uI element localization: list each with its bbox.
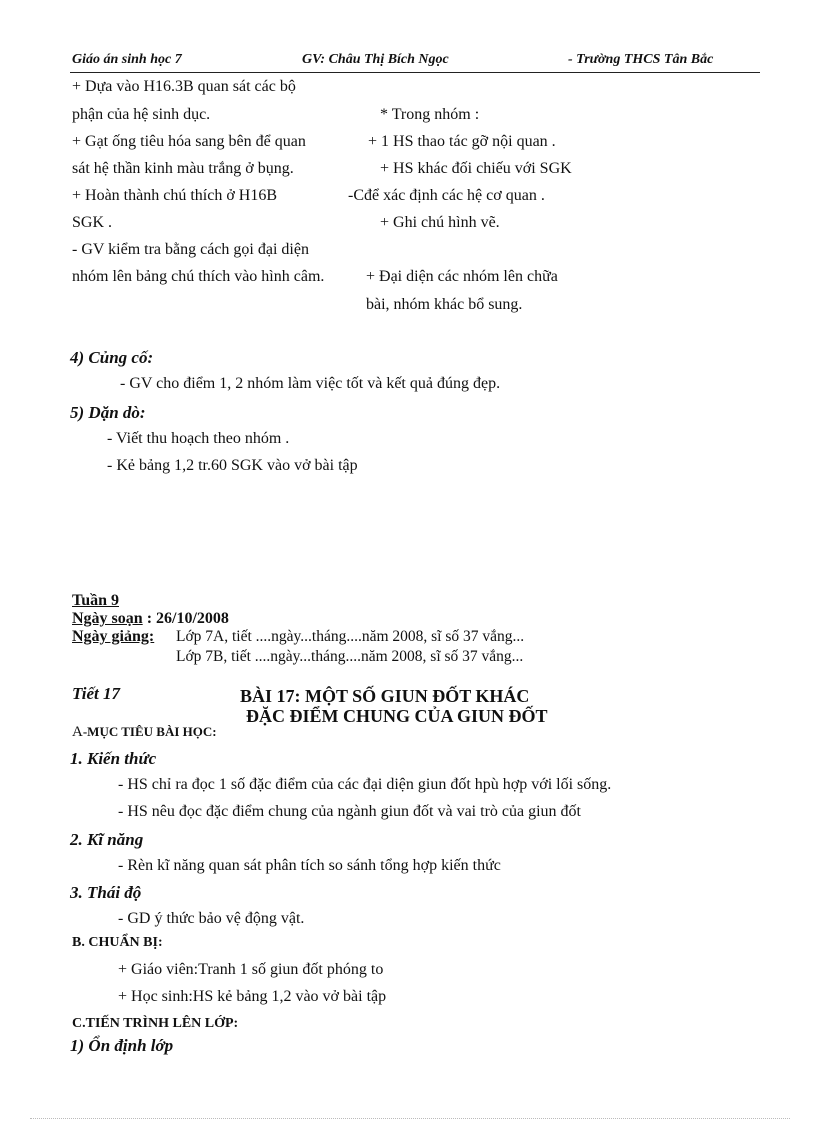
activity-left-line: + Dựa vào H16.3B quan sát các bộ — [72, 78, 296, 95]
activity-right-line: bài, nhóm khác bổ sung. — [366, 296, 523, 313]
activity-right-line: + Ghi chú hình vẽ. — [380, 214, 500, 231]
class-7a-line: Lớp 7A, tiết ....ngày...tháng....năm 2008, sĩ số 37 vắng... — [176, 628, 525, 645]
objectives-heading — [72, 724, 217, 741]
prep-date-row — [72, 610, 229, 628]
objectives-heading-prefix: A — [72, 724, 83, 740]
teach-date-label: Ngày giảng: — [72, 628, 155, 645]
lesson-title-1: BÀI 17: MỘT SỐ GIUN ĐỐT KHÁC — [240, 686, 530, 706]
header-teacher: GV: Châu Thị Bích Ngọc — [302, 52, 449, 67]
page-bottom-border — [30, 1118, 790, 1119]
class-7b-line: Lớp 7B, tiết ....ngày...tháng....năm 2008, sĩ số 37 vắng... — [176, 648, 524, 665]
prep-date-label: Ngày soạn — [72, 610, 143, 627]
lesson-title-2: ĐẶC ĐIỂM CHUNG CỦA GIUN ĐỐT — [246, 706, 548, 726]
preparation-heading: B. CHUẨN BỊ: — [72, 935, 163, 950]
section-5-item: - Viết thu hoạch theo nhóm . — [107, 430, 290, 447]
activity-left-line: - GV kiểm tra bằng cách gọi đại diện — [72, 241, 309, 258]
attitude-item: - GD ý thức bảo vệ động vật. — [118, 910, 305, 927]
knowledge-item: - HS nêu đọc đặc điểm chung của ngành giun đốt và vai trò của giun đốt — [118, 803, 581, 820]
activity-right-line: + HS khác đối chiếu với SGK — [380, 160, 572, 177]
knowledge-item: - HS chỉ ra đọc 1 số đặc điểm của các đại diện giun đốt hpù hợp với lối sống. — [118, 776, 612, 793]
header-rule — [70, 72, 760, 73]
objectives-heading-text: -MỤC TIÊU BÀI HỌC: — [82, 724, 217, 739]
activity-left-line: nhóm lên bảng chú thích vào hình câm. — [72, 268, 325, 285]
header-subject: Giáo án sinh học 7 — [72, 52, 182, 67]
activity-right-line: + 1 HS thao tác gỡ nội quan . — [368, 133, 556, 150]
section-4-title: 4) Củng cố: — [70, 348, 154, 367]
activity-right-line: * Trong nhóm : — [380, 106, 480, 123]
activity-left-line: sát hệ thần kinh màu trắng ở bụng. — [72, 160, 294, 177]
activity-left-line: SGK . — [72, 214, 113, 231]
prep-date-value: : 26/10/2008 — [142, 610, 229, 627]
section-5-item: - Kẻ bảng 1,2 tr.60 SGK vào vở bài tập — [107, 457, 358, 474]
section-5-title: 5) Dặn dò: — [70, 403, 146, 422]
attitude-title: 3. Thái độ — [70, 883, 142, 902]
activity-left-line: + Gạt ống tiêu hóa sang bên để quan — [72, 133, 306, 150]
activity-left-line: phận của hệ sinh dục. — [72, 106, 211, 123]
activity-left-line: + Hoàn thành chú thích ở H16B — [72, 187, 278, 204]
preparation-item: + Giáo viên:Tranh 1 số giun đốt phóng to — [118, 961, 384, 978]
preparation-item: + Học sinh:HS kẻ bảng 1,2 vào vở bài tập — [118, 988, 387, 1005]
skills-item: - Rèn kĩ năng quan sát phân tích so sánh tổng hợp kiến thức — [118, 857, 501, 874]
activity-right-line: -Cđể xác định các hệ cơ quan . — [348, 187, 545, 204]
knowledge-title: 1. Kiến thức — [70, 749, 157, 768]
header-school: - Trường THCS Tân Bắc — [568, 52, 714, 67]
lesson-period: Tiết 17 — [72, 684, 120, 703]
procedure-step-1: 1) Ổn định lớp — [70, 1036, 174, 1055]
activity-right-line: + Đại diện các nhóm lên chữa — [366, 268, 558, 285]
section-4-item: - GV cho điểm 1, 2 nhóm làm việc tốt và kết quả đúng đẹp. — [120, 375, 501, 392]
skills-title: 2. Kĩ năng — [70, 830, 144, 849]
procedure-heading: C.TIẾN TRÌNH LÊN LỚP: — [72, 1016, 239, 1031]
week-label: Tuần 9 — [72, 592, 119, 609]
